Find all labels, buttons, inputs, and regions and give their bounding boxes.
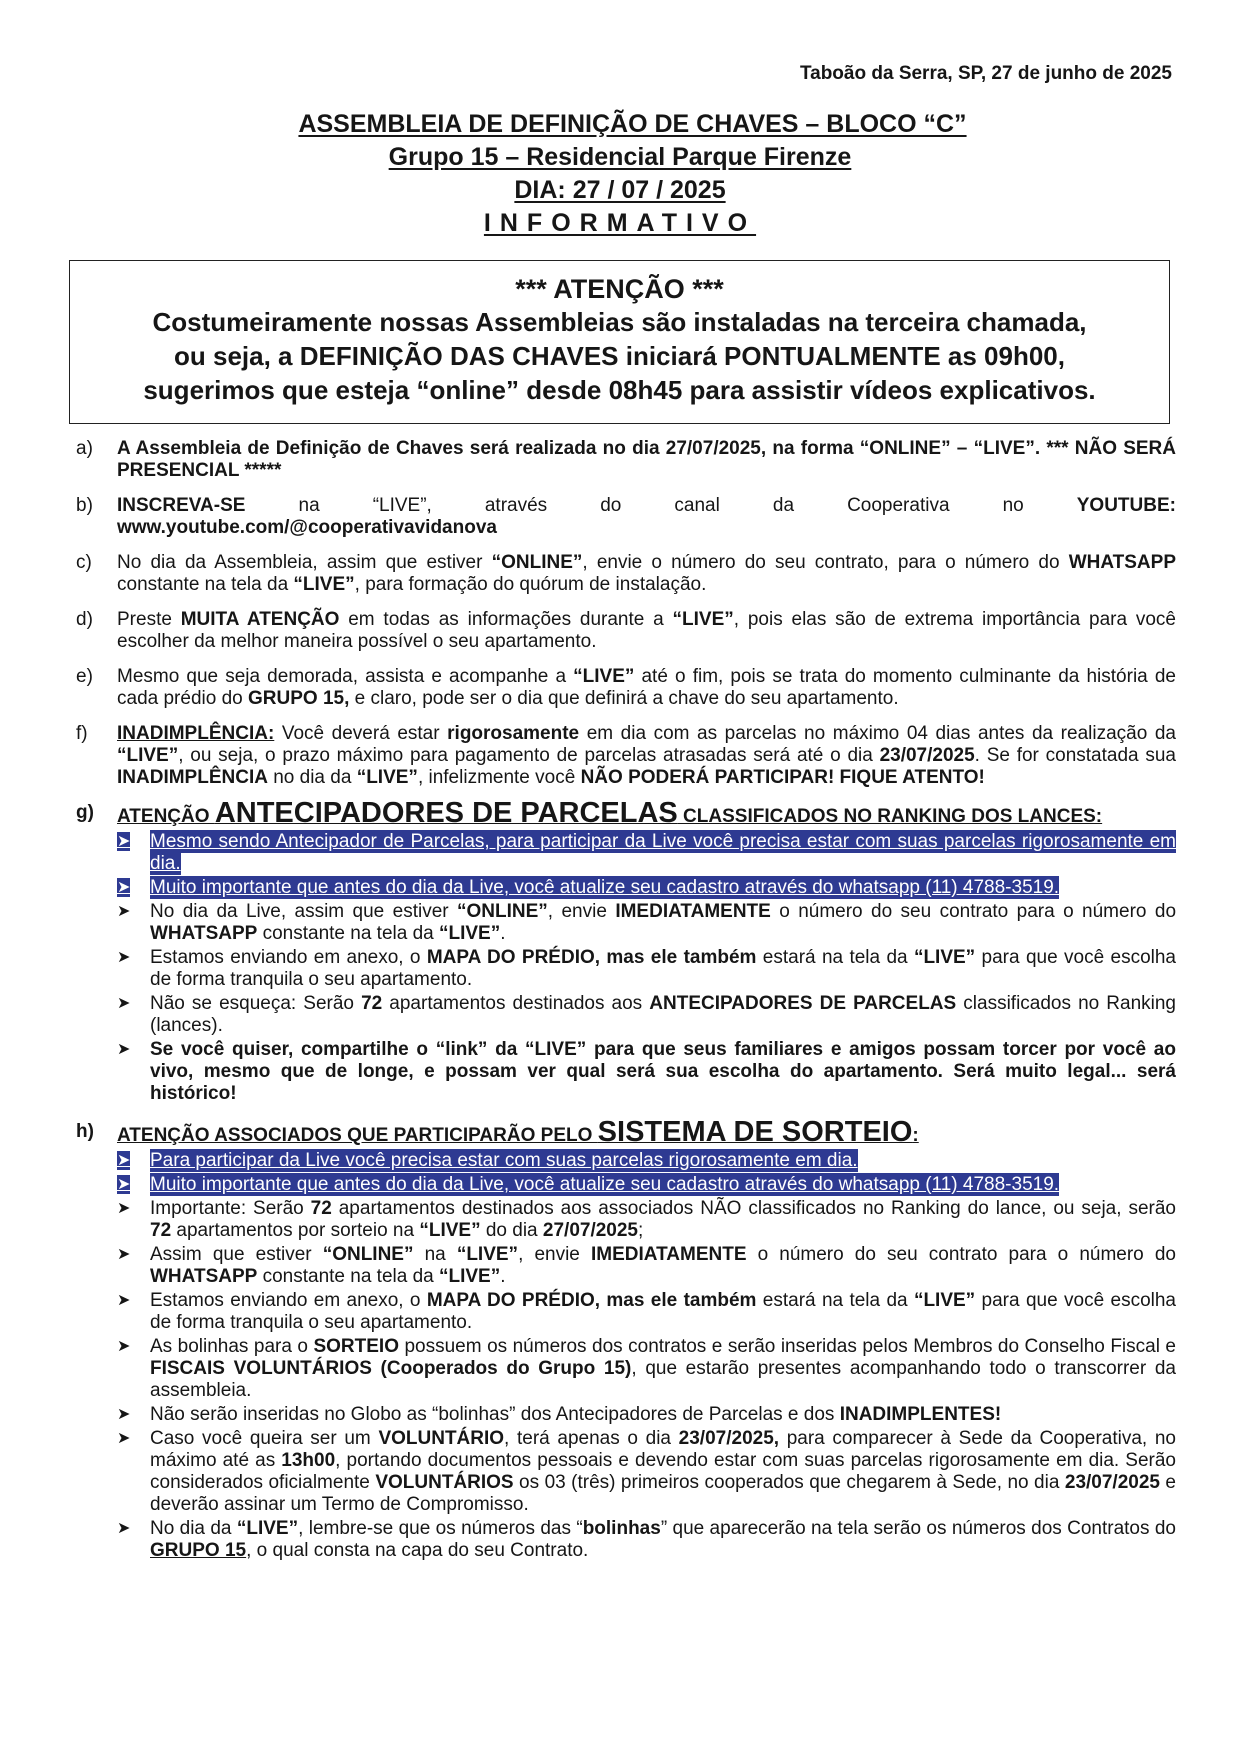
arrowhead-bullet-icon: ➤ (117, 879, 131, 896)
text-bold: VOLUNTÁRIOS (375, 1472, 514, 1493)
text-bold: 23/07/2025 (1064, 1472, 1160, 1493)
text-bold: “LIVE” (439, 1266, 501, 1287)
title-informativo: INFORMATIVO (483, 209, 757, 237)
bullet-text (150, 901, 1176, 945)
text-bold: MAPA DO PRÉDIO, mas ele também (426, 1290, 757, 1311)
text-bold: “LIVE” (356, 767, 418, 788)
text-bold: bolinhas (582, 1518, 661, 1539)
text-bold: MAPA DO PRÉDIO, mas ele também (426, 947, 757, 968)
arrowhead-bullet-icon: ➤ (117, 1246, 131, 1263)
bullet-text (150, 993, 1176, 1037)
text: os 03 (três) primeiros cooperados que chegarem à Sede, no dia (513, 1472, 1065, 1493)
bullet-text (150, 1174, 1176, 1196)
text-bold: MUITA ATENÇÃO (180, 609, 340, 630)
bullet-text (150, 1244, 1176, 1288)
text: estará na tela da (756, 947, 914, 968)
word: no (1002, 495, 1024, 516)
text: ATENÇÃO (117, 806, 215, 827)
bullet-item (117, 1039, 1176, 1105)
text-bold: “LIVE” (293, 574, 355, 595)
word: “LIVE”, (372, 495, 432, 516)
bullet-item (117, 1428, 1176, 1516)
word: através (484, 495, 548, 516)
bullet-text (150, 1198, 1176, 1242)
highlighted-text: Para participar da Live você precisa estar com suas parcelas rigorosamente em dia. (150, 1150, 858, 1171)
text: em dia com as parcelas no máximo 04 dias antes da realização da (579, 723, 1176, 744)
text: , portando documentos pessoais e devendo estar com suas parcelas rigorosamente em dia. Serão considerados oficialmente (150, 1450, 1176, 1493)
text: Você deverá estar (274, 723, 448, 744)
text-bold: VOLUNTÁRIO (378, 1428, 505, 1449)
arrowhead-bullet-icon: ➤ (117, 1292, 131, 1309)
text-bold: “ONLINE” (457, 901, 548, 922)
text: Preste (117, 609, 181, 630)
text: estará na tela da (756, 1290, 914, 1311)
text-bold: FISCAIS VOLUNTÁRIOS (Cooperados do Grupo 15) (150, 1358, 632, 1379)
arrowhead-bullet-icon: ➤ (117, 1430, 131, 1447)
highlighted-text: Muito importante que antes do dia da Live, você atualize seu cadastro através do whatsapp (11) 4788-3519. (150, 1174, 1060, 1195)
bullet-item (117, 947, 1176, 991)
arrowhead-bullet-icon: ➤ (117, 1041, 131, 1058)
item-text (117, 666, 1176, 710)
text: e deverão assinar um Termo de Compromisso. (150, 1472, 1176, 1515)
item-label: g) (76, 802, 94, 823)
text-bold: IMEDIATAMENTE (615, 901, 771, 922)
text: até o fim, pois se trata do momento culminante da história de cada prédio do (117, 666, 1176, 709)
attention-line-3: sugerimos que esteja “online” desde 08h45 para assistir vídeos explicativos. (143, 375, 1096, 405)
text-bold: “LIVE” (456, 1244, 519, 1265)
text-bold: 23/07/2025, (678, 1428, 780, 1449)
text: Estamos enviando em anexo, o (150, 947, 427, 968)
text-bold: INADIMPLÊNCIA (117, 767, 268, 788)
text: . (500, 923, 506, 944)
bullet-text (150, 1404, 1176, 1426)
text-bold: “LIVE” (672, 609, 734, 630)
item-b-line (117, 495, 1176, 517)
text: , para formação do quórum de instalação. (354, 574, 707, 595)
bullet-text (150, 1290, 1176, 1334)
arrowhead-bullet-icon: ➤ (117, 1406, 131, 1423)
item-text (117, 495, 1176, 539)
item-text (117, 723, 1176, 789)
text-bold: “ONLINE” (322, 1244, 414, 1265)
arrowhead-bullet-icon: ➤ (117, 1152, 131, 1169)
text: Não se esqueça: Serão (150, 993, 362, 1014)
text: apartamentos por sorteio na (171, 1220, 420, 1241)
text-bold: 72 (310, 1198, 332, 1219)
text-bold: WHATSAPP (150, 923, 258, 944)
text: para comparecer à Sede da Cooperativa, no máximo até as (150, 1428, 1177, 1471)
youtube-link[interactable]: www.youtube.com/@cooperativavidanova (117, 517, 497, 538)
bullet-item (117, 1290, 1176, 1334)
item-label: c) (76, 552, 92, 573)
bullet-item (117, 831, 1176, 875)
bullet-text (150, 877, 1176, 899)
bullet-item (117, 993, 1176, 1037)
text-bold: 72 (361, 993, 383, 1014)
text: , envie (547, 901, 616, 922)
bullet-item (117, 1404, 1176, 1426)
text: ; (638, 1220, 644, 1241)
text: na (413, 1244, 457, 1265)
text-bold: “LIVE” (913, 947, 976, 968)
section-title (117, 1116, 1176, 1148)
bullet-item (117, 1244, 1176, 1288)
text: para que você escolha de forma tranquila o seu apartamento. (150, 1290, 1176, 1333)
title-group: Grupo 15 – Residencial Parque Firenze (388, 143, 852, 171)
bullet-item (117, 1518, 1176, 1562)
bullet-text (150, 1039, 1176, 1105)
text-bold: NÃO PODERÁ PARTICIPAR! FIQUE ATENTO! (580, 767, 985, 788)
text-large: ANTECIPADORES DE PARCELAS (214, 797, 678, 829)
item-label: b) (76, 495, 93, 516)
text: , que estarão presentes acompanhando todo o transcorrer da assembleia. (150, 1358, 1176, 1401)
item-f (76, 723, 1176, 789)
title-date: DIA: 27 / 07 / 2025 (514, 176, 726, 204)
text: No dia da Assembleia, assim que estiver (117, 552, 492, 573)
bullet-text (150, 1336, 1176, 1402)
text: , envie (518, 1244, 591, 1265)
text-bold: WHATSAPP (150, 1266, 258, 1287)
bullet-text (150, 1518, 1176, 1562)
bullet-item (117, 877, 1176, 899)
title-assembly: ASSEMBLEIA DE DEFINIÇÃO DE CHAVES – BLOCO “C” (298, 110, 967, 138)
word: Cooperativa (847, 495, 950, 516)
item-c (76, 552, 1176, 596)
bullet-item (117, 1198, 1176, 1242)
text: No dia da Live, assim que estiver (150, 901, 458, 922)
bullet-text (150, 831, 1176, 875)
bullet-item (117, 1150, 1176, 1172)
text: , lembre-se que os números das “ (298, 1518, 583, 1539)
text-bold: “LIVE” (439, 923, 501, 944)
bullet-item (117, 901, 1176, 945)
date-line: Taboão da Serra, SP, 27 de junho de 2025 (799, 63, 1172, 84)
text: , terá apenas o dia (504, 1428, 679, 1449)
items-list (76, 438, 1176, 1578)
attention-line-2: ou seja, a DEFINIÇÃO DAS CHAVES iniciará PONTUALMENTE as 09h00, (174, 341, 1065, 371)
text-bold: WHATSAPP (1068, 552, 1176, 573)
item-label: a) (76, 438, 93, 459)
word: na (298, 495, 320, 516)
arrowhead-bullet-icon: ➤ (117, 1176, 131, 1193)
section-h-bullets (117, 1150, 1176, 1562)
arrowhead-bullet-icon: ➤ (117, 833, 131, 850)
item-label: f) (76, 723, 88, 744)
item-a-text: A Assembleia de Definição de Chaves será realizada no dia 27/07/2025, na forma “ONLINE” – “LIVE”. *** NÃO SERÁ PRESENCIAL ***** (117, 438, 1176, 481)
text-large: SISTEMA DE SORTEIO (597, 1116, 913, 1148)
text: e claro, pode ser o dia que definirá a chave do seu apartamento. (349, 688, 899, 709)
highlighted-text: Muito importante que antes do dia da Live, você atualize seu cadastro através do whatsapp (11) 4788-3519. (150, 877, 1060, 898)
arrowhead-bullet-icon: ➤ (117, 1338, 131, 1355)
text-bold: INADIMPLÊNCIA: (117, 723, 275, 744)
bullet-item (117, 1174, 1176, 1196)
text: possuem os números dos contratos e serão inseridas pelos Membros do Conselho Fiscal e (399, 1336, 1176, 1357)
title-block (0, 108, 1240, 240)
text-bold: “LIVE” (236, 1518, 299, 1539)
text: apartamentos destinados aos (382, 993, 650, 1014)
text-bold: “LIVE” (573, 666, 635, 687)
text-bold: SORTEIO (313, 1336, 399, 1357)
text-bold: 13h00 (281, 1450, 336, 1471)
text-bold: “LIVE” (117, 745, 179, 766)
text: o número do seu contrato para o número do (746, 1244, 1176, 1265)
text: classificados no Ranking (lances). (150, 993, 1177, 1036)
text: : (912, 1125, 919, 1146)
item-d (76, 609, 1176, 653)
text: As bolinhas para o (150, 1336, 314, 1357)
text-bold: rigorosamente (447, 723, 580, 744)
text: Caso você queira ser um (150, 1428, 379, 1449)
section-g-bullets (117, 831, 1176, 1105)
item-text (117, 438, 1176, 482)
text: em todas as informações durante a (339, 609, 673, 630)
text: , o qual consta na capa do seu Contrato. (246, 1540, 589, 1561)
highlighted-text: Mesmo sendo Antecipador de Parcelas, para participar da Live você precisa estar com suas parcelas rigorosamente em dia. (150, 831, 1176, 874)
text: , pois elas são de extrema importância para você escolher da melhor maneira possível o seu apartamento. (117, 609, 1177, 652)
arrowhead-bullet-icon: ➤ (117, 1520, 131, 1537)
section-title (117, 797, 1176, 829)
item-a (76, 438, 1176, 482)
text: ” que aparecerão na tela serão os números dos Contratos do (660, 1518, 1176, 1539)
text: ATENÇÃO ASSOCIADOS QUE PARTICIPARÃO PELO (117, 1125, 598, 1146)
item-label: d) (76, 609, 93, 630)
text: . (500, 1266, 506, 1287)
text: , ou seja, o prazo máximo para pagamento de parcelas atrasadas será até o dia (178, 745, 880, 766)
item-text (117, 552, 1176, 596)
text-bold: “LIVE” (419, 1220, 481, 1241)
text: Mesmo que seja demorada, assista e acompanhe a (117, 666, 574, 687)
text-bold: “LIVE” (913, 1290, 976, 1311)
bullet-text (150, 1150, 1176, 1172)
text: Não serão inseridas no Globo as “bolinhas” dos Antecipadores de Parcelas e dos (150, 1404, 840, 1425)
text: No dia da (150, 1518, 237, 1539)
item-text (117, 609, 1176, 653)
text-bold: 23/07/2025 (879, 745, 975, 766)
text-bold: 72 (150, 1220, 172, 1241)
text: CLASSIFICADOS NO RANKING DOS LANCES: (677, 806, 1103, 827)
text: do dia (480, 1220, 543, 1241)
text: Assim que estiver (150, 1244, 323, 1265)
word: do (600, 495, 622, 516)
text: , envie o número do seu contrato, para o número do (582, 552, 1069, 573)
arrowhead-bullet-icon: ➤ (117, 995, 131, 1012)
text: . Se for constatada sua (974, 745, 1176, 766)
text-bold: GRUPO 15, (248, 688, 350, 709)
text: no dia da (267, 767, 357, 788)
item-label: h) (76, 1121, 94, 1142)
text: constante na tela da (257, 923, 439, 944)
attention-box (69, 260, 1170, 424)
bullet-text (150, 947, 1176, 991)
text-bold: ANTECIPADORES DE PARCELAS (649, 993, 957, 1014)
text: constante na tela da (117, 574, 294, 595)
text: Importante: Serão (150, 1198, 311, 1219)
word: da (772, 495, 795, 516)
item-e (76, 666, 1176, 710)
arrowhead-bullet-icon: ➤ (117, 1200, 131, 1217)
text: para que você escolha de forma tranquila o seu apartamento. (150, 947, 1176, 990)
text: o número do seu contrato para o número do (770, 901, 1177, 922)
text: Estamos enviando em anexo, o (150, 1290, 427, 1311)
text-bold: Se você quiser, compartilhe o “link” da “LIVE” para que seus familiares e amigos possam torcer por você ao vivo, mesmo que de longe, e possam ver qual será sua escolha do apartamento. Será muito legal... será histórico! (150, 1039, 1176, 1104)
section-g-heading (76, 797, 1176, 829)
item-b (76, 495, 1176, 539)
bullet-item (117, 1336, 1176, 1402)
text-bold: GRUPO 15 (150, 1540, 247, 1561)
word: canal (674, 495, 720, 516)
text: constante na tela da (257, 1266, 439, 1287)
text: apartamentos destinados aos associados NÃO classificados no Ranking do lance, ou seja, serão (331, 1198, 1176, 1219)
section-h-heading (76, 1116, 1176, 1148)
bullet-text (150, 1428, 1176, 1516)
attention-line-1: Costumeiramente nossas Assembleias são instaladas na terceira chamada, (152, 307, 1087, 337)
youtube-word: YOUTUBE: (1076, 495, 1176, 516)
arrowhead-bullet-icon: ➤ (117, 949, 131, 966)
subscribe-word: INSCREVA-SE (117, 495, 246, 516)
item-label: e) (76, 666, 93, 687)
attention-heading: *** ATENÇÃO *** (515, 274, 724, 304)
text-bold: 27/07/2025 (542, 1220, 638, 1241)
text-bold: “ONLINE” (491, 552, 583, 573)
text-bold: IMEDIATAMENTE (590, 1244, 747, 1265)
text-bold: INADIMPLENTES! (839, 1404, 1002, 1425)
arrowhead-bullet-icon: ➤ (117, 903, 131, 920)
text: , infelizmente você (417, 767, 581, 788)
